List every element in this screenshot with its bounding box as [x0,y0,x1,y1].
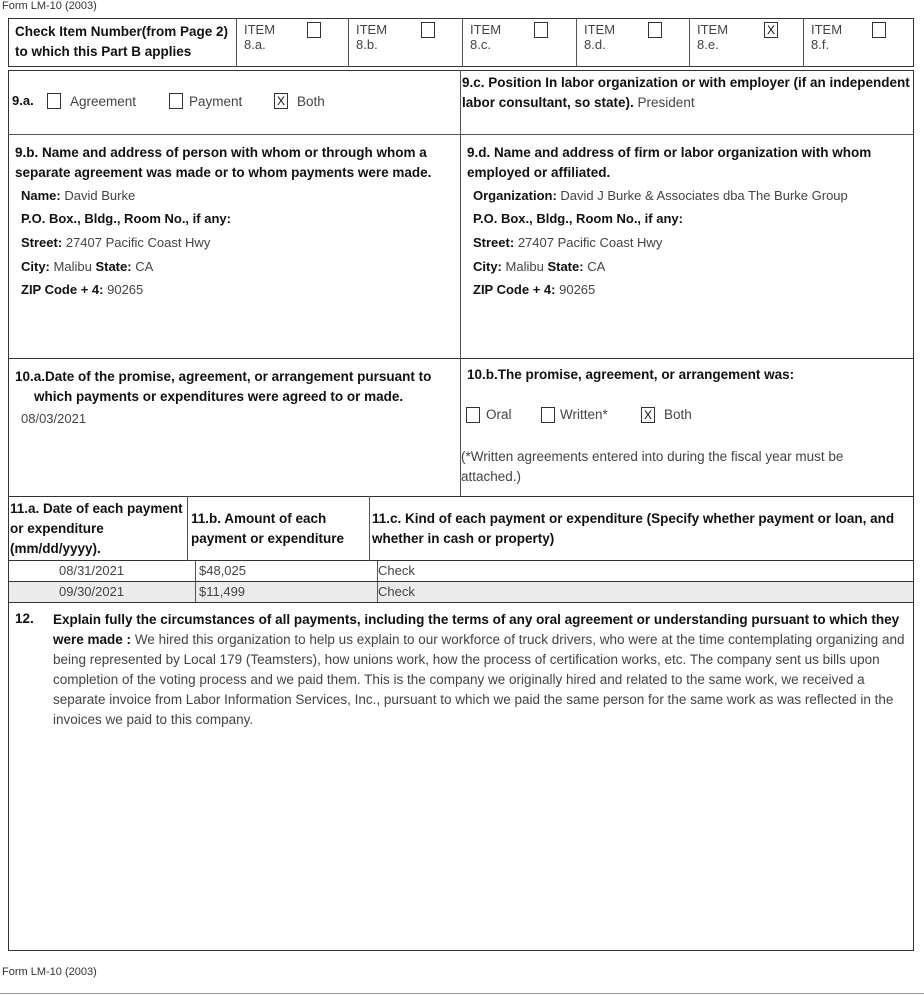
form-label-bottom: Form LM-10 (2003) [2,966,97,978]
section-9b-label: 9.b. Name and address of person with whom or through whom a separate agreement was made or to whom payments were made. [15,145,432,180]
city-value-9b: Malibu [53,259,92,274]
agreement-label: Agreement [70,94,137,109]
section-10a-line2: which payments or expenditures were agreed to or made. [34,389,404,404]
section-9d-label: 9.d. Name and address of firm or labor organization with whom employed or affiliated. [467,145,872,180]
section-12-label: Explain fully the circumstances of all payments, including the terms of any oral agreement or understanding pursuant to which they were made : [53,612,900,647]
both-checkbox-10b[interactable]: X [641,407,655,423]
section-9c [462,73,912,113]
item-8a-label: ITEM 8.a. [244,22,276,52]
written-label: Written* [560,407,608,422]
zip-field-9d [473,282,595,297]
street-field-9b [21,235,210,250]
row-2-kind: Check [378,584,415,599]
col-header-date: 11.a. Date of each payment or expenditure (mm/dd/yyyy). [10,501,183,556]
item-8c-checkbox[interactable] [534,22,548,38]
section-10a-label [15,367,455,407]
item-8b-checkbox[interactable] [421,22,435,38]
section-10a-num: 10.a. [15,369,46,384]
row-1-kind: Check [378,563,415,578]
item-8d-checkbox[interactable] [648,22,662,38]
zip-field-9b [21,282,143,297]
item-8a-checkbox[interactable] [307,22,321,38]
section-10b-label: 10.b.The promise, agreement, or arrangement was: [467,367,795,382]
po-box-label-9b: P.O. Box., Bldg., Room No., if any: [21,211,231,226]
name-field-label: Name: [21,188,61,203]
section-12-content [53,610,905,730]
name-field-value: David Burke [64,188,136,203]
col-header-kind: 11.c. Kind of each payment or expenditure (Specify whether payment or loan, and whether in cash or property) [372,511,895,546]
item-8e-label: ITEM 8.e. [697,22,729,52]
city-state-field-9d [473,259,605,274]
organization-value: David J Burke & Associates dba The Burke Group [560,188,848,203]
row-2-amount: $11,499 [199,584,246,599]
item-8c-label: ITEM 8.c. [470,22,502,52]
item-8b-label: ITEM 8.b. [356,22,388,52]
both-label-10b: Both [664,407,692,422]
street-label-9d: Street: [473,235,515,250]
street-label-9b: Street: [21,235,63,250]
oral-label: Oral [486,407,512,422]
zip-value-9b: 90265 [107,282,144,297]
city-label-9d: City: [473,259,502,274]
written-agreement-note: (*Written agreements entered into during the fiscal year must be attached.) [461,449,844,484]
section-10a-line1: Date of the promise, agreement, or arrangement pursuant to [45,369,432,384]
street-value-9b: 27407 Pacific Coast Hwy [65,235,211,250]
table-row [8,582,914,603]
zip-label-9b: ZIP Code + 4: [21,282,104,297]
state-value-9b: CA [135,259,154,274]
table-row [8,561,914,582]
city-label-9b: City: [21,259,50,274]
po-box-label-9d: P.O. Box., Bldg., Room No., if any: [473,211,683,226]
organization-label: Organization: [473,188,557,203]
payment-label: Payment [189,94,243,109]
section-9a-label: 9.a. [12,93,34,108]
oral-checkbox[interactable] [466,407,480,423]
state-label-9b: State: [95,259,132,274]
city-value-9d: Malibu [505,259,544,274]
street-value-9d: 27407 Pacific Coast Hwy [517,235,663,250]
state-value-9d: CA [587,259,606,274]
agreement-date-value: 08/03/2021 [21,411,87,426]
name-field [21,188,135,203]
both-checkbox-9a[interactable]: X [274,93,288,109]
zip-value-9d: 90265 [559,282,596,297]
section-9c-label: 9.c. Position In labor organization or with employer (if an independent labor consultant, so state). [462,75,910,110]
item-8e-checkbox[interactable]: X [764,22,778,38]
form-label-top: Form LM-10 (2003) [2,0,97,12]
state-label-9d: State: [547,259,584,274]
section-9a [12,93,34,108]
item-8f-checkbox[interactable] [872,22,886,38]
check-items-label: Check Item Number(from Page 2) to which this Part B applies [15,24,229,59]
payment-checkbox[interactable] [169,93,183,109]
city-state-field-9b [21,259,153,274]
col-header-amount: 11.b. Amount of each payment or expenditure [191,511,345,546]
written-checkbox[interactable] [541,407,555,423]
row-1-date: 08/31/2021 [59,563,125,578]
both-label-9a: Both [297,94,325,109]
zip-label-9d: ZIP Code + 4: [473,282,556,297]
agreement-checkbox[interactable] [47,93,61,109]
row-2-date: 09/30/2021 [59,584,125,599]
organization-field [473,188,848,203]
item-8f-label: ITEM 8.f. [811,22,843,52]
section-12-num: 12. [15,611,34,626]
section-12-explanation: We hired this organization to help us explain to our workforce of truck drivers, who were at the time contemplating organizing and being represented by Local 179 (Teamsters), how unions work, how the process of certification works, etc. The company sent us bills upon completion of the voting process and we paid them. This is the company we originally hired and related to the same work, we received a separate invoice from Labor Information Services, Inc., pursuant to which we paid the same person for the same work as was reflected in the invoices we paid to this company. [53,632,905,727]
row-1-amount: $48,025 [199,563,246,578]
position-value: President [637,95,695,110]
street-field-9d [473,235,662,250]
item-8d-label: ITEM 8.d. [584,22,616,52]
